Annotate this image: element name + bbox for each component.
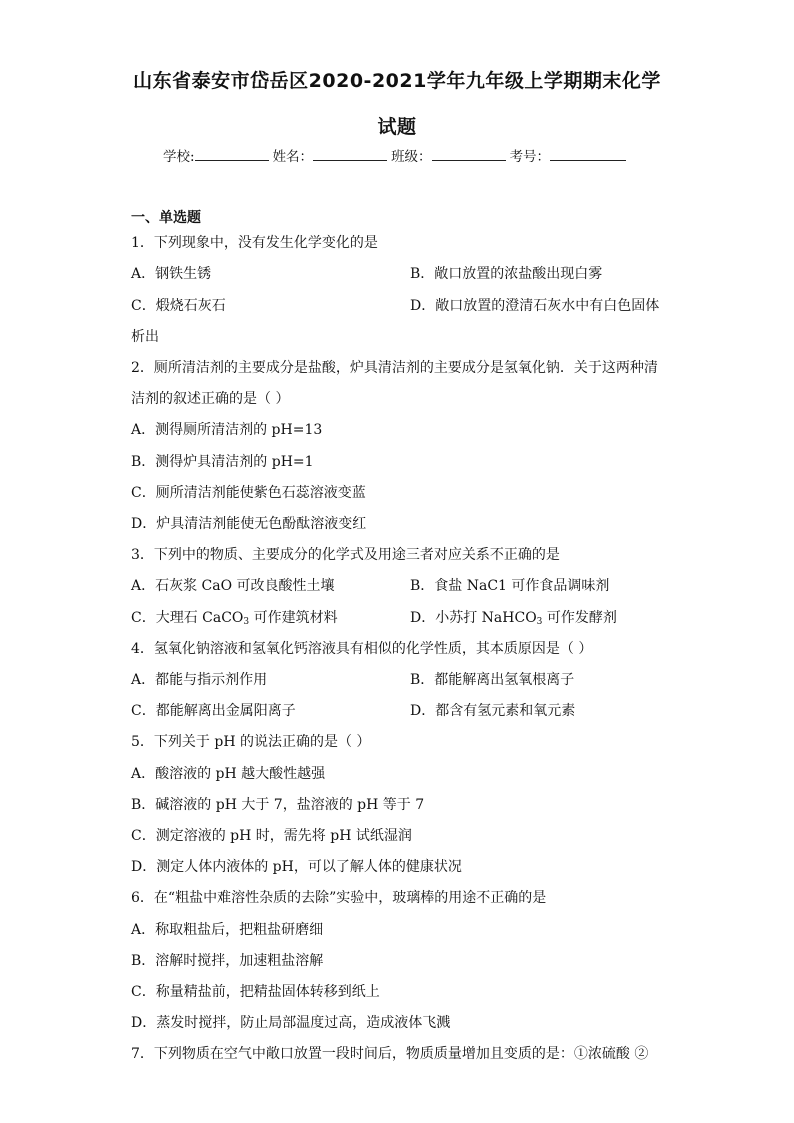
question-3-option-a: A．石灰浆 CaO 可改良酸性土壤	[131, 578, 335, 594]
question-2-stem: 2．厕所清洁剂的主要成分是盐酸，炉具清洁剂的主要成分是氢氧化钠．关于这两种清	[131, 360, 658, 376]
class-label: 班级：	[391, 149, 432, 165]
question-5-option-a: A．酸溶液的 pH 越大酸性越强	[131, 766, 326, 782]
question-5-option-c: C．测定溶液的 pH 时，需先将 pH 试纸湿润	[131, 828, 412, 844]
question-5-stem: 5．下列关于 pH 的说法正确的是（ ）	[131, 734, 371, 750]
page-title-continued: 试题	[377, 116, 417, 138]
option-d-text: D．小苏打 NaHCO	[410, 610, 537, 626]
question-5-option-b: B．碱溶液的 pH 大于 7，盐溶液的 pH 等于 7	[131, 797, 425, 813]
question-4-stem: 4．氢氧化钠溶液和氢氧化钙溶液具有相似的化学性质，其本质原因是（ ）	[131, 641, 593, 657]
school-label: 学校:	[163, 149, 195, 165]
question-6-stem: 6．在“粗盐中难溶性杂质的去除”实验中，玻璃棒的用途不正确的是	[131, 890, 547, 906]
question-1-option-c: C．煅烧石灰石	[131, 298, 226, 314]
question-6-option-d: D．蒸发时搅拌，防止局部温度过高，造成液体飞溅	[131, 1015, 451, 1031]
question-4-option-d: D．都含有氢元素和氧元素	[410, 703, 576, 719]
question-3-option-c	[131, 608, 338, 628]
section-heading: 一、单选题	[131, 210, 201, 226]
question-3-option-b: B．食盐 NaC1 可作食品调味剂	[410, 578, 610, 594]
question-2-option-a: A．测得厕所清洁剂的 pH=13	[131, 422, 323, 438]
subscript: 3	[536, 617, 543, 627]
question-1-option-b: B．敞口放置的浓盐酸出现白雾	[410, 266, 603, 282]
option-c-text: C．大理石 CaCO	[131, 610, 244, 626]
exam-number-label: 考号：	[509, 149, 551, 165]
question-6-option-a: A．称取粗盐后，把粗盐研磨细	[131, 922, 324, 938]
student-info-fields	[163, 145, 630, 165]
question-4-option-b: B．都能解离出氢氧根离子	[410, 672, 575, 688]
question-6-option-b: B．溶解时搅拌，加速粗盐溶解	[131, 953, 324, 969]
question-2-stem-continued: 洁剂的叙述正确的是（ ）	[131, 391, 290, 407]
name-label: 姓名：	[272, 149, 314, 165]
question-1-option-d: D．敞口放置的澄清石灰水中有白色固体	[410, 298, 660, 314]
question-6-option-c: C．称量精盐前，把精盐固体转移到纸上	[131, 984, 380, 1000]
school-blank[interactable]	[195, 146, 269, 161]
question-5-option-d: D．测定人体内液体的 pH，可以了解人体的健康状况	[131, 859, 462, 875]
question-2-option-d: D．炉具清洁剂能使无色酚酞溶液变红	[131, 516, 367, 532]
question-2-option-b: B．测得炉具清洁剂的 pH=1	[131, 454, 314, 470]
subscript: 3	[243, 617, 250, 627]
question-4-option-a: A．都能与指示剂作用	[131, 672, 268, 688]
question-2-option-c: C．厕所清洁剂能使紫色石蕊溶液变蓝	[131, 485, 366, 501]
question-1-option-d-continued: 析出	[131, 329, 159, 345]
question-1-option-a: A．钢铁生锈	[131, 266, 212, 282]
exam-number-blank[interactable]	[550, 146, 626, 161]
class-blank[interactable]	[432, 146, 506, 161]
option-c-use: 可作建筑材料	[249, 610, 338, 626]
page-title: 山东省泰安市岱岳区2020-2021学年九年级上学期期末化学	[133, 70, 661, 92]
option-d-use: 可作发酵剂	[542, 610, 617, 626]
name-blank[interactable]	[313, 146, 387, 161]
question-7-stem: 7．下列物质在空气中敞口放置一段时间后，物质质量增加且变质的是：①浓硫酸 ②	[131, 1046, 649, 1062]
question-1-stem: 1．下列现象中，没有发生化学变化的是	[131, 235, 378, 251]
question-4-option-c: C．都能解离出金属阳离子	[131, 703, 296, 719]
question-3-stem: 3．下列中的物质、主要成分的化学式及用途三者对应关系不正确的是	[131, 547, 560, 563]
question-3-option-d	[410, 608, 617, 628]
